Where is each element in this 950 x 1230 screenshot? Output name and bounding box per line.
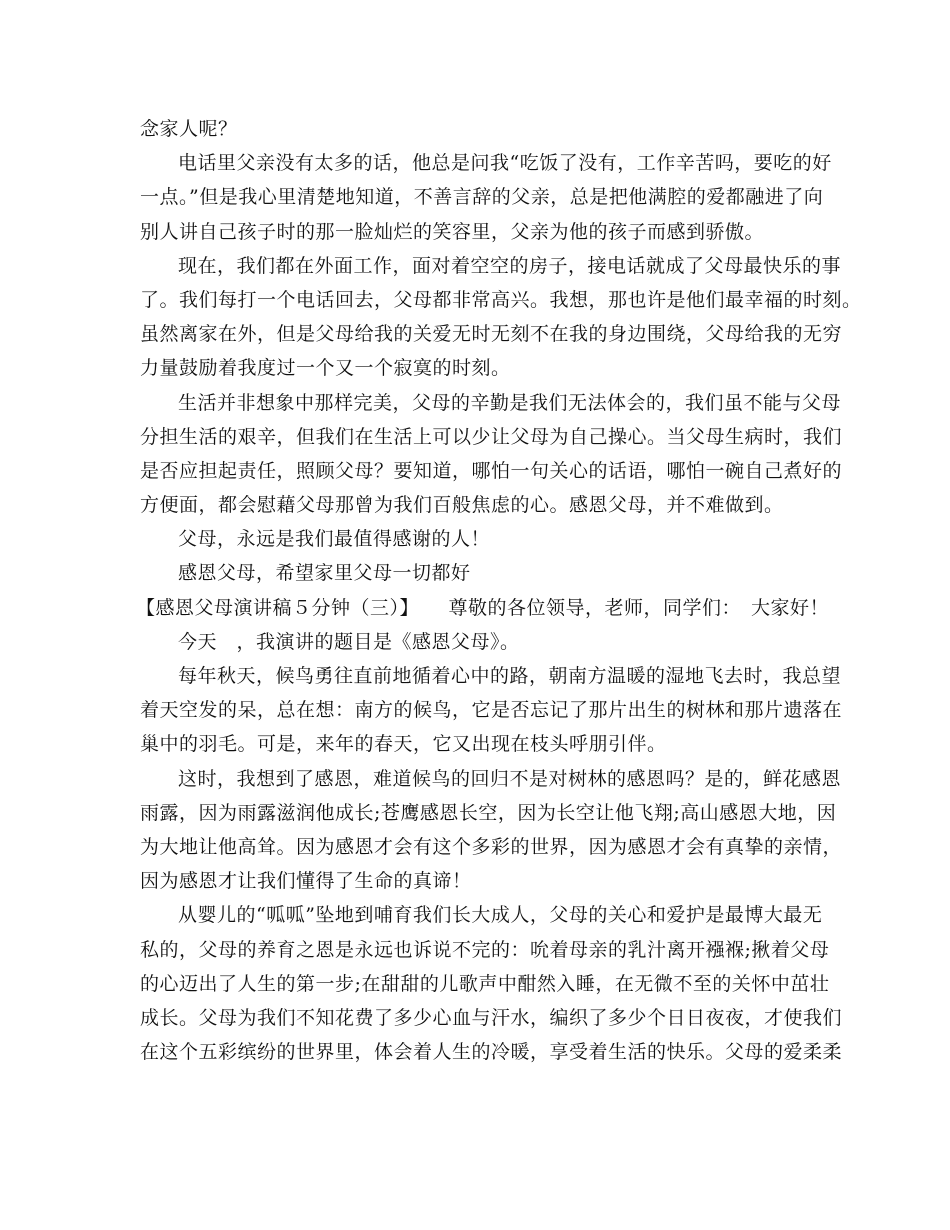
- paragraph-line: 感恩父母，希望家里父母一切都好: [178, 562, 471, 585]
- paragraph-line: 父母，永远是我们最值得感谢的人！: [178, 528, 491, 551]
- paragraph-line: 的心迈出了人生的第一步;在甜甜的儿歌声中酣然入睡，在无微不至的关怀中茁壮: [140, 972, 830, 995]
- paragraph-line: 方便面，都会慰藉父母那曾为我们百般焦虑的心。感恩父母，并不难做到。: [140, 494, 784, 517]
- document-body: [136, 112, 862, 1069]
- paragraph-line: 因为感恩才让我们懂得了生命的真谛！: [140, 870, 472, 893]
- paragraph-line: 巢中的羽毛。可是，来年的春天，它又出现在枝头呼朋引伴。: [140, 733, 667, 756]
- paragraph-line: 这时，我想到了感恩，难道候鸟的回归不是对树林的感恩吗？是的，鲜花感恩: [178, 767, 842, 790]
- paragraph-line: 现在，我们都在外面工作，面对着空空的房子，接电话就成了父母最快乐的事: [178, 254, 842, 277]
- paragraph-line: 力量鼓励着我度过一个又一个寂寞的时刻。: [140, 357, 511, 380]
- paragraph-line: 是否应担起责任，照顾父母？要知道，哪怕一句关心的话语，哪怕一碗自己煮好的: [140, 459, 843, 482]
- paragraph-line: 分担生活的艰辛，但我们在生活上可以少让父母为自己操心。当父母生病时，我们: [140, 425, 843, 448]
- paragraph-line: 从婴儿的“呱呱”坠地到哺育我们长大成人，父母的关心和爱护是最博大最无: [178, 904, 823, 927]
- paragraph-line: 虽然离家在外，但是父母给我的关爱无时无刻不在我的身边围绕，父母给我的无穷: [140, 323, 843, 346]
- paragraph-line: 成长。父母为我们不知花费了多少心血与汗水，编织了多少个日日夜夜，才使我们: [140, 1006, 843, 1029]
- paragraph-line: 生活并非想象中那样完美，父母的辛勤是我们无法体会的，我们虽不能与父母: [178, 391, 842, 414]
- paragraph-line: 着天空发的呆，总在想：南方的候鸟，它是否忘记了那片出生的树林和那片遗落在: [140, 699, 843, 722]
- paragraph-line: 别人讲自己孩子时的那一脸灿烂的笑容里，父亲为他的孩子而感到骄傲。: [140, 220, 765, 243]
- paragraph-line: 在这个五彩缤纷的世界里，体会着人生的冷暖，享受着生活的快乐。父母的爱柔柔: [140, 1041, 843, 1064]
- paragraph-line: 了。我们每打一个电话回去，父母都非常高兴。我想，那也许是他们最幸福的时刻。: [140, 288, 862, 311]
- paragraph-line: 为大地让他高耸。因为感恩才会有这个多彩的世界，因为感恩才会有真挚的亲情，: [140, 835, 843, 858]
- paragraph-line: 今天 ，我演讲的题目是《感恩父母》。: [178, 630, 520, 653]
- paragraph-line: 每年秋天，候鸟勇往直前地循着心中的路，朝南方温暖的湿地飞去时，我总望: [178, 665, 842, 687]
- paragraph-line: 电话里父亲没有太多的话，他总是问我“吃饭了没有，工作辛苦吗，要吃的好: [178, 152, 832, 175]
- section-heading-line: 【感恩父母演讲稿５分钟（三）】 尊敬的各位领导，老师，同学们： 大家好！: [136, 596, 830, 619]
- paragraph-line: 私的，父母的养育之恩是永远也诉说不完的：吮着母亲的乳汁离开襁褓;揪着父母: [140, 938, 830, 961]
- paragraph-line: 雨露，因为雨露滋润他成长;苍鹰感恩长空，因为长空让他飞翔;高山感恩大地，因: [140, 801, 837, 824]
- paragraph-line: 一点。”但是我心里清楚地知道，不善言辞的父亲，总是把他满腔的爱都融进了向: [140, 186, 824, 209]
- paragraph-line: 念家人呢？: [140, 118, 238, 140]
